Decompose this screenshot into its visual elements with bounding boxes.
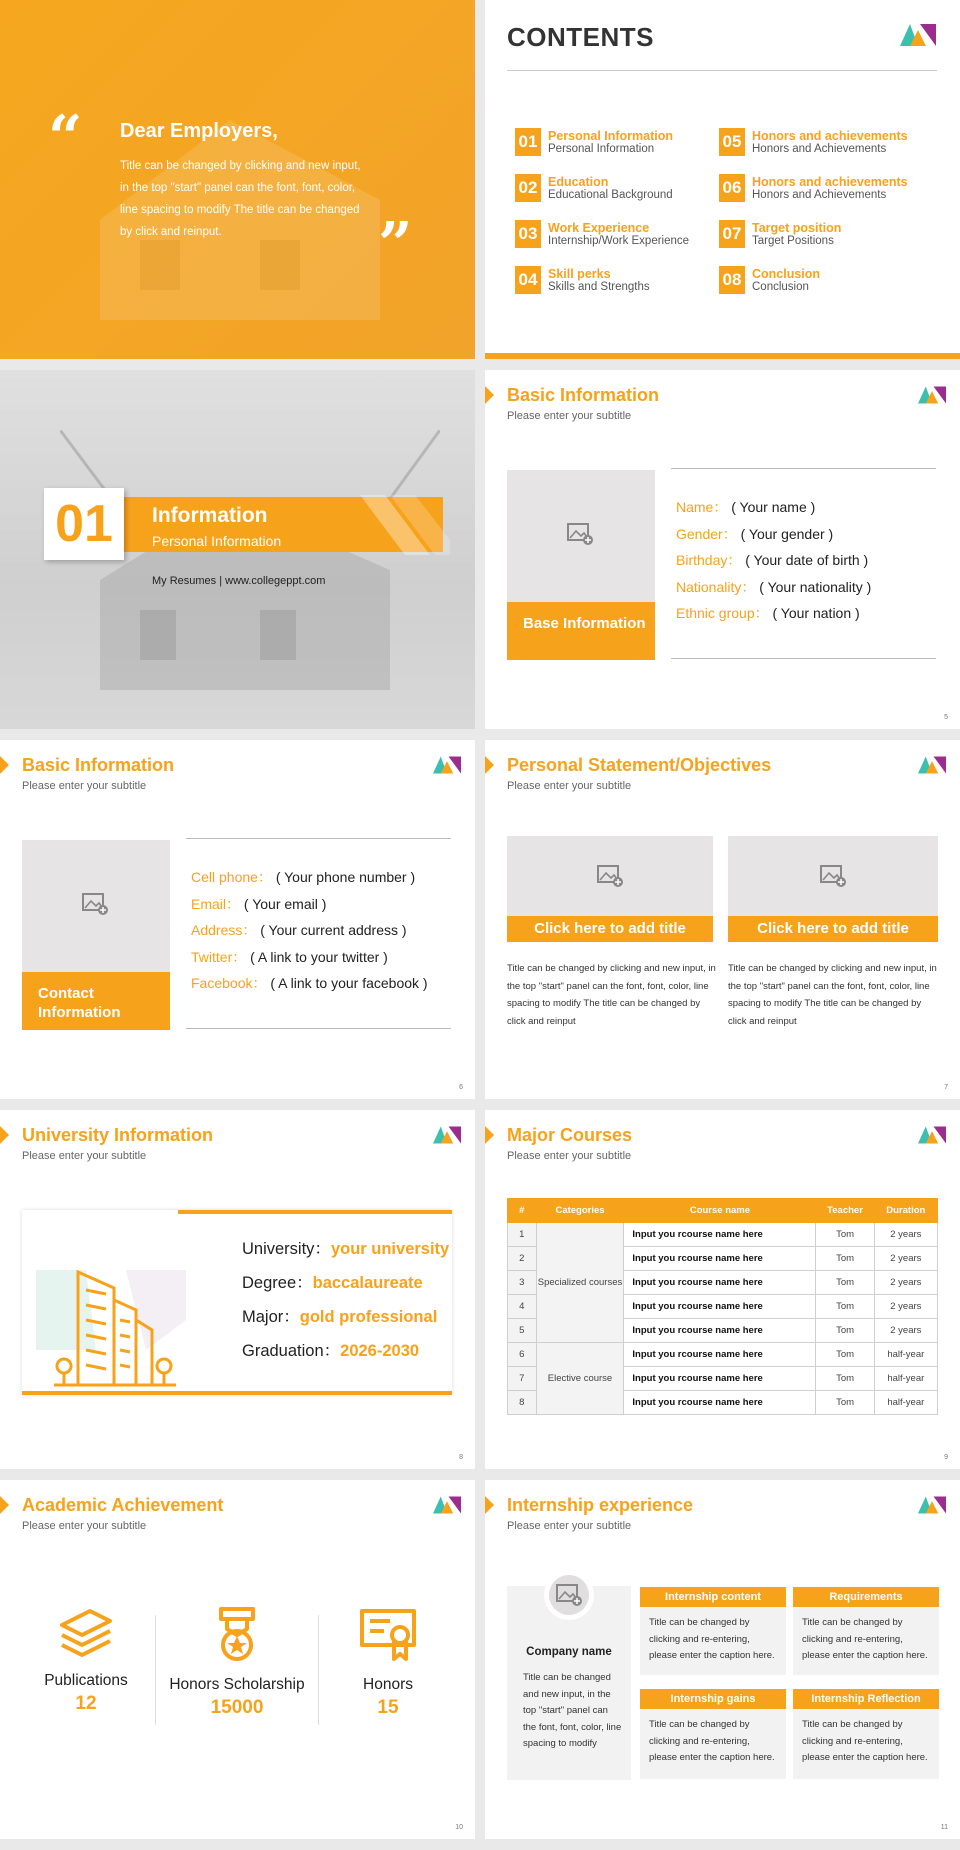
page-number: 7 (944, 1084, 948, 1091)
info-value[interactable]: ( Your date of birth ) (745, 552, 869, 568)
achievement-value: 12 (75, 1693, 97, 1714)
slide-subtitle: Please enter your subtitle (22, 780, 147, 792)
cell-teacher: Tom (816, 1319, 874, 1343)
university-key: Degree： (242, 1274, 313, 1292)
title-marker (485, 756, 494, 774)
box-text: Title can be changed by clicking and re-entering, please enter the caption here. (802, 1617, 928, 1661)
cell-duration: half-year (874, 1367, 937, 1391)
add-title-button-1[interactable]: Click here to add title (507, 916, 713, 942)
cell-category: Specialized courses (536, 1223, 624, 1343)
info-row (676, 521, 871, 548)
info-row (676, 494, 871, 521)
slide-subtitle: Please enter your subtitle (22, 1520, 147, 1532)
contents-item-subtitle: Skills and Strengths (548, 281, 650, 293)
company-card (507, 1586, 631, 1780)
slide1-text: Title can be changed by clicking and new input, in the top "start" panel can the font, font, color, line spacing to modify The title can be changed by click and reinput. (120, 160, 361, 238)
slide-university-information[interactable] (0, 1110, 475, 1469)
contents-item-title: Honors and achievements (752, 129, 908, 143)
statement-text-1: Title can be changed by clicking and new input, in the top "start" panel can the font, font, color, line spacing to modify The title can be changed by click and reinput (507, 963, 716, 1027)
contents-item-subtitle: Conclusion (752, 281, 809, 293)
contents-item[interactable] (515, 266, 725, 296)
title-marker (485, 1496, 494, 1514)
contents-item-number: 02 (515, 174, 541, 202)
contents-item[interactable] (719, 220, 929, 250)
internship-gains-box (640, 1689, 786, 1779)
contents-item-number: 08 (719, 266, 745, 294)
slide-subtitle: Please enter your subtitle (22, 1150, 147, 1162)
section-number: 01 (55, 495, 113, 553)
slide-basic-information-2[interactable] (0, 740, 475, 1099)
image-placeholder[interactable] (507, 470, 655, 602)
page-number: 5 (944, 714, 948, 721)
cell-course-name[interactable]: Input you rcourse name here (624, 1391, 816, 1415)
info-value[interactable]: ( Your nationality ) (759, 578, 872, 595)
university-value[interactable]: baccalaureate (312, 1274, 423, 1292)
image-placeholder[interactable] (22, 840, 170, 972)
company-text: Title can be changed and new input, in the top "start" panel can the font, font, color, line spacing to modify (523, 1672, 622, 1749)
logo-icon (918, 386, 946, 404)
building-icon (36, 1260, 196, 1390)
university-key: Major： (242, 1308, 300, 1326)
university-key: University： (242, 1240, 331, 1258)
info-row (191, 917, 428, 944)
contents-item-number: 05 (719, 128, 745, 156)
cell-duration: half-year (874, 1343, 937, 1367)
info-value[interactable]: ( Your phone number ) (275, 869, 416, 885)
internship-content-box (640, 1587, 786, 1675)
cell-index: 2 (508, 1247, 537, 1271)
contents-item[interactable] (515, 174, 725, 204)
contents-item-number: 06 (719, 174, 745, 202)
logo-icon (433, 756, 461, 774)
achievement-honors (318, 1605, 458, 1719)
image-add-icon (820, 864, 848, 888)
box-text: Title can be changed by clicking and re-entering, please enter the caption here. (802, 1719, 928, 1763)
cell-course-name[interactable]: Input you rcourse name here (624, 1343, 816, 1367)
contents-item[interactable] (719, 174, 929, 204)
contents-item-subtitle: Honors and Achievements (752, 189, 887, 201)
section-subtitle: Personal Information (152, 533, 282, 549)
achievement-value: 15000 (210, 1697, 264, 1718)
slide-personal-statement[interactable] (485, 740, 960, 1099)
contents-item-number: 03 (515, 220, 541, 248)
slide-title: Internship experience (507, 1495, 694, 1515)
image-add-icon (556, 1583, 584, 1607)
contents-item-subtitle: Personal Information (548, 143, 655, 155)
slide-dear-employers[interactable] (0, 0, 475, 359)
cell-teacher: Tom (816, 1247, 874, 1271)
slide-title: Basic Information (22, 755, 175, 775)
contents-item[interactable] (719, 266, 929, 296)
cell-duration: 2 years (874, 1319, 937, 1343)
section-link: My Resumes | www.collegeppt.com (152, 575, 326, 587)
slide-subtitle: Please enter your subtitle (507, 410, 632, 422)
info-key: Facebook： (191, 975, 267, 991)
internship-reflection-box (793, 1689, 939, 1779)
image-placeholder-2[interactable] (728, 836, 938, 916)
box-header: Internship Reflection (793, 1689, 939, 1709)
contact-information-box: Contact Information (22, 972, 170, 1030)
title-marker (485, 1126, 494, 1144)
slide-academic-achievement[interactable] (0, 1480, 475, 1839)
cell-duration: half-year (874, 1391, 937, 1415)
page-number: 9 (944, 1454, 948, 1461)
university-row (242, 1303, 437, 1327)
page-number: 8 (459, 1454, 463, 1461)
col-index: # (508, 1199, 537, 1223)
cell-duration: 2 years (874, 1271, 937, 1295)
slide-internship-experience[interactable] (485, 1480, 960, 1839)
bottom-rule (186, 1028, 451, 1029)
info-row (191, 864, 428, 891)
bottom-rule (671, 658, 936, 659)
university-row (242, 1337, 419, 1361)
info-key: Gender： (676, 525, 737, 542)
medal-icon (207, 1605, 267, 1663)
info-value[interactable]: ( A link to your facebook ) (270, 975, 428, 991)
contents-item-subtitle: Target Positions (752, 235, 834, 247)
cell-course-name[interactable]: Input you rcourse name here (624, 1271, 816, 1295)
contents-item-subtitle: Honors and Achievements (752, 143, 887, 155)
university-row (242, 1269, 423, 1293)
cell-teacher: Tom (816, 1223, 874, 1247)
books-icon (56, 1605, 116, 1659)
image-add-icon (597, 864, 625, 888)
info-key: Name： (676, 499, 728, 515)
cell-category: Elective course (536, 1343, 624, 1415)
contents-item[interactable] (515, 220, 725, 250)
col-categories: Categories (536, 1199, 624, 1223)
info-row (676, 600, 871, 627)
requirements-box (793, 1587, 939, 1675)
top-rule (671, 468, 936, 469)
col-teacher: Teacher (816, 1199, 874, 1223)
contents-divider (507, 70, 937, 71)
slide-contents[interactable] (485, 0, 960, 359)
cell-index: 3 (508, 1271, 537, 1295)
decorative-stripes (360, 495, 450, 555)
contents-item-title: Personal Information (548, 129, 674, 143)
slide1-title: Dear Employers, (120, 120, 278, 142)
title-marker (485, 386, 494, 404)
certificate-icon (358, 1605, 418, 1663)
add-title-button-2[interactable]: Click here to add title (728, 916, 938, 942)
slide-title: Major Courses (507, 1125, 633, 1145)
info-value[interactable]: ( A link to your twitter ) (250, 948, 388, 965)
slide-basic-information-1[interactable] (485, 370, 960, 729)
contents-item-subtitle: Internship/Work Experience (548, 235, 690, 247)
company-name: Company name (526, 1646, 612, 1658)
info-value[interactable]: ( Your name ) (731, 499, 816, 515)
col-duration: Duration (874, 1199, 937, 1223)
info-value[interactable]: ( Your gender ) (740, 525, 834, 542)
university-card (22, 1210, 452, 1395)
logo-icon (918, 1496, 946, 1514)
contact-info-list (191, 864, 428, 997)
cell-index: 1 (508, 1223, 537, 1247)
cell-duration: 2 years (874, 1295, 937, 1319)
avatar[interactable] (549, 1575, 589, 1615)
info-row (191, 891, 428, 918)
achievement-label: Honors (363, 1676, 413, 1693)
slide-title: Academic Achievement (22, 1495, 224, 1515)
page-number: 6 (459, 1084, 463, 1091)
contents-item-title: Skill perks (548, 267, 611, 281)
slide-major-courses[interactable] (485, 1110, 960, 1469)
contents-item-number: 07 (719, 220, 745, 248)
university-value[interactable]: your university (330, 1240, 450, 1258)
cell-course-name[interactable]: Input you rcourse name here (624, 1247, 816, 1271)
basic-info-list (676, 494, 871, 627)
contents-item-number: 01 (515, 128, 541, 156)
slide-subtitle: Please enter your subtitle (507, 1150, 632, 1162)
cell-course-name[interactable]: Input you rcourse name here (624, 1295, 816, 1319)
statement-text-2: Title can be changed by clicking and new input, in the top "start" panel can the font, font, color, line spacing to modify The title can be changed by click and reinput (728, 963, 937, 1027)
cell-teacher: Tom (816, 1367, 874, 1391)
cell-course-name[interactable]: Input you rcourse name here (624, 1319, 816, 1343)
achievement-value: 15 (377, 1697, 399, 1718)
logo-icon (918, 756, 946, 774)
contents-title: CONTENTS (507, 22, 654, 52)
contents-item-subtitle: Educational Background (548, 189, 673, 201)
info-key: Email： (191, 895, 241, 912)
info-key: Twitter： (191, 948, 247, 965)
table-row (508, 1223, 938, 1247)
info-key: Ethnic group： (676, 605, 769, 621)
contents-item-title: Education (548, 175, 609, 189)
cell-index: 6 (508, 1343, 537, 1367)
courses-table (507, 1198, 938, 1415)
base-information-box: Base Information (507, 602, 655, 660)
info-value[interactable]: ( Your nation ) (772, 605, 860, 621)
logo-icon (433, 1496, 461, 1514)
info-key: Nationality： (676, 578, 756, 595)
info-key: Address： (191, 922, 257, 938)
achievement-label: Honors Scholarship (169, 1676, 305, 1693)
cell-teacher: Tom (816, 1391, 874, 1415)
university-key: Graduation： (242, 1342, 341, 1360)
contents-item-title: Conclusion (752, 267, 821, 281)
university-value[interactable]: 2026-2030 (340, 1342, 420, 1360)
info-row (191, 944, 428, 971)
page-number: 10 (455, 1824, 463, 1831)
section-number-box (44, 488, 124, 560)
slide-subtitle: Please enter your subtitle (507, 1520, 632, 1532)
page-number: 11 (940, 1824, 948, 1831)
contents-item[interactable] (719, 128, 929, 158)
box-text: Title can be changed by clicking and re-entering, please enter the caption here. (649, 1719, 775, 1763)
image-placeholder-1[interactable] (507, 836, 713, 916)
card-bottom-accent (22, 1391, 452, 1395)
box-header: Internship content (640, 1587, 786, 1607)
box-header: Internship gains (640, 1689, 786, 1709)
top-rule (186, 838, 451, 839)
info-value[interactable]: ( Your email ) (243, 895, 327, 912)
cell-index: 4 (508, 1295, 537, 1319)
logo-icon (918, 1126, 946, 1144)
achievement-publications (16, 1605, 156, 1715)
logo-icon (433, 1126, 461, 1144)
box-text: Title can be changed by clicking and re-entering, please enter the caption here. (649, 1617, 775, 1661)
university-value[interactable]: gold professional (299, 1308, 438, 1326)
table-header-row (508, 1199, 938, 1223)
box-header: Requirements (793, 1587, 939, 1607)
university-row (242, 1235, 449, 1259)
section-title: Information (152, 504, 268, 527)
achievement-label: Publications (44, 1672, 128, 1689)
cell-index: 7 (508, 1367, 537, 1391)
cell-index: 5 (508, 1319, 537, 1343)
contents-item-title: Honors and achievements (752, 175, 908, 189)
cell-duration: 2 years (874, 1247, 937, 1271)
contents-bottom-bar (485, 353, 960, 359)
info-key: Birthday： (676, 552, 742, 568)
slide-title: University Information (22, 1125, 214, 1145)
slide-subtitle: Please enter your subtitle (507, 780, 632, 792)
close-quote-icon: ” (378, 210, 413, 280)
title-marker (0, 1126, 9, 1144)
cell-teacher: Tom (816, 1271, 874, 1295)
cell-teacher: Tom (816, 1343, 874, 1367)
logo-icon (900, 24, 936, 46)
cell-duration: 2 years (874, 1223, 937, 1247)
info-key: Cell phone： (191, 869, 272, 885)
cell-teacher: Tom (816, 1295, 874, 1319)
contents-item-title: Work Experience (548, 221, 650, 235)
info-row (676, 547, 871, 574)
image-add-icon (567, 522, 595, 546)
contents-item[interactable] (515, 128, 725, 158)
cell-course-name[interactable]: Input you rcourse name here (624, 1223, 816, 1247)
achievement-scholarship (167, 1605, 307, 1719)
cell-course-name[interactable]: Input you rcourse name here (624, 1367, 816, 1391)
separator (155, 1615, 156, 1725)
open-quote-icon: “ (48, 103, 83, 173)
info-value[interactable]: ( Your current address ) (260, 922, 407, 938)
info-row (676, 574, 871, 601)
image-add-icon (82, 892, 110, 916)
contents-item-title: Target position (752, 221, 842, 235)
slide-title: Personal Statement/Objectives (507, 755, 772, 775)
slide-title: Basic Information (507, 385, 660, 405)
table-row (508, 1343, 938, 1367)
slide-section-information[interactable] (0, 370, 475, 729)
contents-item-number: 04 (515, 266, 541, 294)
card-top-accent (178, 1210, 452, 1214)
info-row (191, 970, 428, 997)
courses-table-body (508, 1223, 938, 1415)
title-marker (0, 756, 9, 774)
col-course-name: Course name (624, 1199, 816, 1223)
title-marker (0, 1496, 9, 1514)
cell-index: 8 (508, 1391, 537, 1415)
